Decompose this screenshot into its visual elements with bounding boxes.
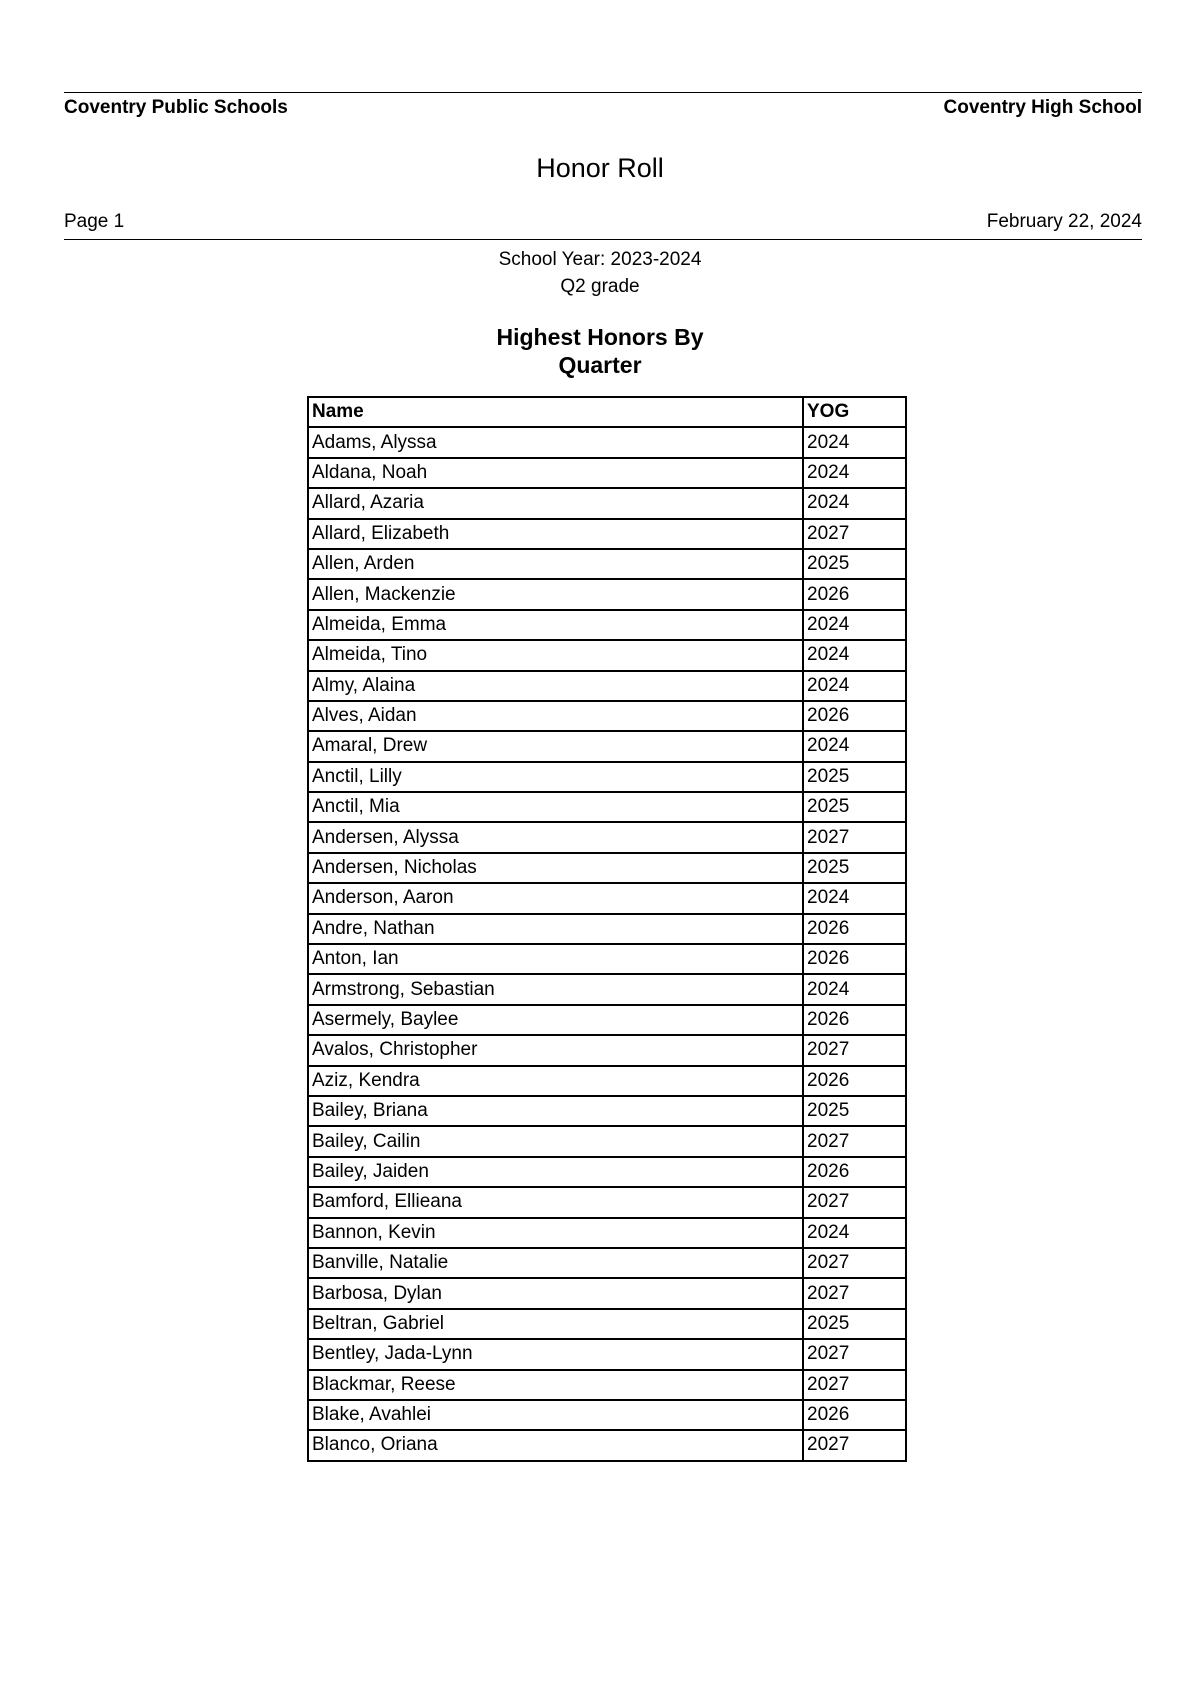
yog-cell: 2026 bbox=[803, 1066, 906, 1096]
table-row bbox=[308, 1157, 906, 1187]
yog-cell: 2027 bbox=[803, 519, 906, 549]
student-name-cell: Almeida, Emma bbox=[308, 610, 803, 640]
table-row bbox=[308, 1248, 906, 1278]
column-header-name: Name bbox=[308, 397, 803, 427]
table-row bbox=[308, 427, 906, 457]
yog-cell: 2027 bbox=[803, 822, 906, 852]
student-name-cell: Asermely, Baylee bbox=[308, 1005, 803, 1035]
school-year: School Year: 2023-2024 bbox=[498, 249, 702, 270]
section-title bbox=[0, 323, 1200, 379]
yog-cell: 2026 bbox=[803, 944, 906, 974]
honor-roll-table bbox=[307, 396, 907, 1462]
table-row bbox=[308, 1218, 906, 1248]
yog-cell: 2024 bbox=[803, 458, 906, 488]
table-row bbox=[308, 579, 906, 609]
yog-cell: 2026 bbox=[803, 1400, 906, 1430]
table-row bbox=[308, 1370, 906, 1400]
yog-cell: 2027 bbox=[803, 1278, 906, 1308]
section-title-line-2: Quarter bbox=[558, 352, 642, 378]
table-row bbox=[308, 1005, 906, 1035]
table-row bbox=[308, 458, 906, 488]
table-row bbox=[308, 1339, 906, 1369]
student-name-cell: Bailey, Cailin bbox=[308, 1126, 803, 1156]
header-top-rule bbox=[64, 92, 1142, 93]
table-row bbox=[308, 1187, 906, 1217]
yog-cell: 2027 bbox=[803, 1248, 906, 1278]
yog-cell: 2024 bbox=[803, 427, 906, 457]
yog-cell: 2025 bbox=[803, 549, 906, 579]
student-name-cell: Andre, Nathan bbox=[308, 914, 803, 944]
student-name-cell: Amaral, Drew bbox=[308, 731, 803, 761]
student-name-cell: Bailey, Briana bbox=[308, 1096, 803, 1126]
student-name-cell: Beltran, Gabriel bbox=[308, 1309, 803, 1339]
student-name-cell: Almeida, Tino bbox=[308, 640, 803, 670]
table-row bbox=[308, 671, 906, 701]
table-row bbox=[308, 488, 906, 518]
table-row bbox=[308, 1430, 906, 1460]
yog-cell: 2027 bbox=[803, 1339, 906, 1369]
report-date: February 22, 2024 bbox=[986, 211, 1142, 232]
table-row bbox=[308, 883, 906, 913]
table-row bbox=[308, 1066, 906, 1096]
grade-period: Q2 grade bbox=[560, 276, 640, 297]
student-name-cell: Almy, Alaina bbox=[308, 671, 803, 701]
student-name-cell: Anton, Ian bbox=[308, 944, 803, 974]
table-row bbox=[308, 731, 906, 761]
student-name-cell: Anctil, Lilly bbox=[308, 762, 803, 792]
student-name-cell: Barbosa, Dylan bbox=[308, 1278, 803, 1308]
table-row bbox=[308, 1309, 906, 1339]
student-name-cell: Allen, Mackenzie bbox=[308, 579, 803, 609]
school-name: Coventry High School bbox=[943, 97, 1142, 118]
student-name-cell: Alves, Aidan bbox=[308, 701, 803, 731]
section-title-line-1: Highest Honors By bbox=[496, 324, 704, 350]
student-name-cell: Bannon, Kevin bbox=[308, 1218, 803, 1248]
table-row bbox=[308, 549, 906, 579]
table-header-row bbox=[308, 397, 906, 427]
student-name-cell: Anderson, Aaron bbox=[308, 883, 803, 913]
yog-cell: 2027 bbox=[803, 1370, 906, 1400]
page-number: Page 1 bbox=[64, 211, 125, 232]
table-row bbox=[308, 1278, 906, 1308]
yog-cell: 2027 bbox=[803, 1430, 906, 1460]
student-name-cell: Blanco, Oriana bbox=[308, 1430, 803, 1460]
yog-cell: 2025 bbox=[803, 1309, 906, 1339]
student-name-cell: Blake, Avahlei bbox=[308, 1400, 803, 1430]
table-row bbox=[308, 822, 906, 852]
yog-cell: 2024 bbox=[803, 610, 906, 640]
student-name-cell: Andersen, Nicholas bbox=[308, 853, 803, 883]
yog-cell: 2026 bbox=[803, 701, 906, 731]
yog-cell: 2026 bbox=[803, 1157, 906, 1187]
student-name-cell: Allen, Arden bbox=[308, 549, 803, 579]
yog-cell: 2025 bbox=[803, 792, 906, 822]
yog-cell: 2027 bbox=[803, 1035, 906, 1065]
yog-cell: 2024 bbox=[803, 883, 906, 913]
student-name-cell: Banville, Natalie bbox=[308, 1248, 803, 1278]
table-row bbox=[308, 853, 906, 883]
student-name-cell: Allard, Elizabeth bbox=[308, 519, 803, 549]
student-name-cell: Bailey, Jaiden bbox=[308, 1157, 803, 1187]
yog-cell: 2024 bbox=[803, 640, 906, 670]
student-name-cell: Blackmar, Reese bbox=[308, 1370, 803, 1400]
yog-cell: 2024 bbox=[803, 488, 906, 518]
yog-cell: 2026 bbox=[803, 1005, 906, 1035]
table-row bbox=[308, 610, 906, 640]
report-title: Honor Roll bbox=[536, 153, 664, 183]
yog-cell: 2024 bbox=[803, 731, 906, 761]
table-row bbox=[308, 792, 906, 822]
yog-cell: 2025 bbox=[803, 762, 906, 792]
student-name-cell: Anctil, Mia bbox=[308, 792, 803, 822]
column-header-yog: YOG bbox=[803, 397, 906, 427]
student-name-cell: Aldana, Noah bbox=[308, 458, 803, 488]
yog-cell: 2024 bbox=[803, 1218, 906, 1248]
yog-cell: 2025 bbox=[803, 1096, 906, 1126]
yog-cell: 2025 bbox=[803, 853, 906, 883]
yog-cell: 2024 bbox=[803, 974, 906, 1004]
table-body bbox=[308, 427, 906, 1460]
district-name: Coventry Public Schools bbox=[64, 97, 288, 118]
student-name-cell: Bamford, Ellieana bbox=[308, 1187, 803, 1217]
yog-cell: 2027 bbox=[803, 1126, 906, 1156]
student-name-cell: Adams, Alyssa bbox=[308, 427, 803, 457]
table-row bbox=[308, 701, 906, 731]
table-row bbox=[308, 944, 906, 974]
table-row bbox=[308, 1035, 906, 1065]
table-row bbox=[308, 1126, 906, 1156]
table-row bbox=[308, 1096, 906, 1126]
table-row bbox=[308, 914, 906, 944]
table-row bbox=[308, 762, 906, 792]
header-bottom-rule bbox=[64, 239, 1142, 240]
student-name-cell: Bentley, Jada-Lynn bbox=[308, 1339, 803, 1369]
yog-cell: 2024 bbox=[803, 671, 906, 701]
yog-cell: 2026 bbox=[803, 579, 906, 609]
table-row bbox=[308, 974, 906, 1004]
table-row bbox=[308, 519, 906, 549]
student-name-cell: Allard, Azaria bbox=[308, 488, 803, 518]
table-row bbox=[308, 640, 906, 670]
yog-cell: 2026 bbox=[803, 914, 906, 944]
yog-cell: 2027 bbox=[803, 1187, 906, 1217]
student-name-cell: Avalos, Christopher bbox=[308, 1035, 803, 1065]
student-name-cell: Andersen, Alyssa bbox=[308, 822, 803, 852]
table-row bbox=[308, 1400, 906, 1430]
student-name-cell: Armstrong, Sebastian bbox=[308, 974, 803, 1004]
student-name-cell: Aziz, Kendra bbox=[308, 1066, 803, 1096]
